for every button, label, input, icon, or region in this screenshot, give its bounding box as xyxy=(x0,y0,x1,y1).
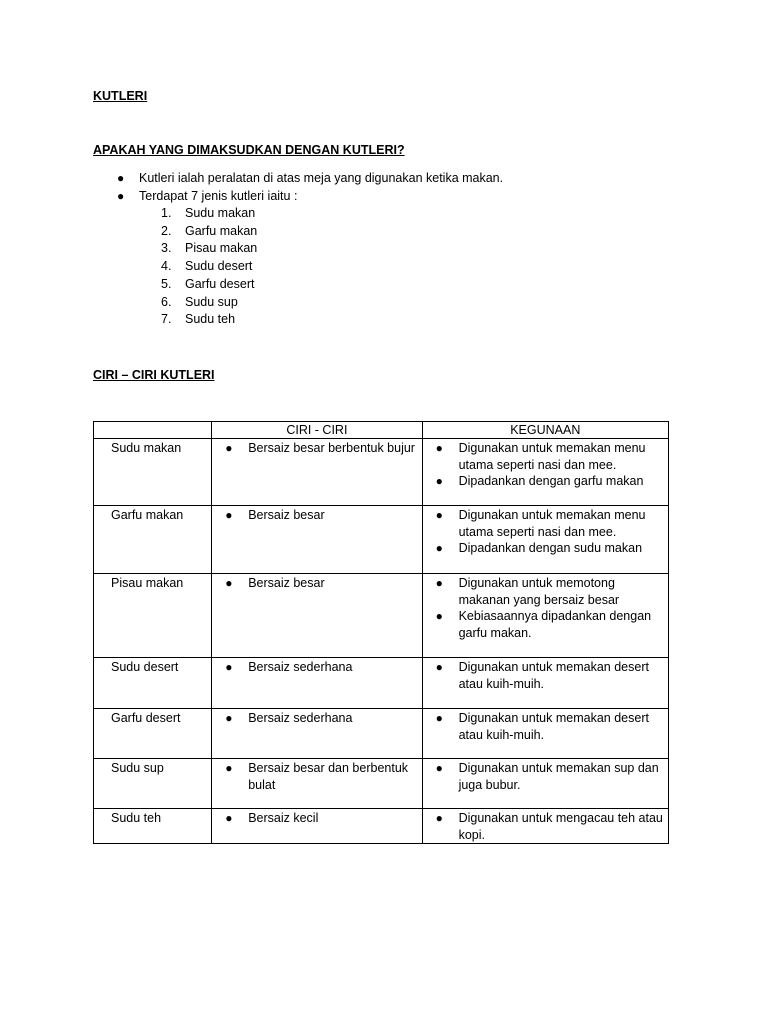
bullet-icon: ● xyxy=(435,441,443,455)
kegunaan-cell xyxy=(422,658,668,709)
cutlery-name-cell: Pisau makan xyxy=(94,574,212,658)
bullet-icon: ● xyxy=(225,711,233,725)
bullet-icon: ● xyxy=(435,576,443,590)
bullet-icon: ● xyxy=(117,171,125,185)
ciri-cell xyxy=(212,759,422,809)
kegunaan-cell xyxy=(422,574,668,658)
kegunaan-cell xyxy=(422,439,668,506)
kegunaan-text: Kebiasaannya dipadankan dengan garfu makan. xyxy=(458,609,652,640)
cutlery-type-label: Garfu desert xyxy=(185,276,255,291)
kegunaan-cell xyxy=(422,809,668,844)
ciri-item xyxy=(212,710,417,727)
bullet-icon: ● xyxy=(435,541,443,555)
table-row xyxy=(94,759,669,809)
bullet-text: Terdapat 7 jenis kutleri iaitu : xyxy=(139,188,298,203)
kegunaan-item xyxy=(423,659,664,692)
kegunaan-text: Dipadankan dengan sudu makan xyxy=(458,541,643,555)
kegunaan-cell xyxy=(422,709,668,759)
ciri-item xyxy=(212,659,417,676)
table-row xyxy=(94,439,669,506)
bullet-icon: ● xyxy=(435,660,443,674)
kegunaan-item xyxy=(423,575,664,608)
kegunaan-item xyxy=(423,810,664,843)
ciri-item xyxy=(212,507,417,524)
ciri-item xyxy=(212,440,417,457)
ciri-cell xyxy=(212,439,422,506)
table-row xyxy=(94,574,669,658)
header-cell-ciri: CIRI - CIRI xyxy=(212,422,422,439)
ciri-cell xyxy=(212,809,422,844)
bullet-icon: ● xyxy=(225,660,233,674)
kegunaan-text: Digunakan untuk memakan menu utama seperti nasi dan mee. xyxy=(458,441,646,472)
table-row xyxy=(94,658,669,709)
cutlery-type-label: Sudu sup xyxy=(185,294,238,309)
ciri-text: Bersaiz besar berbentuk bujur xyxy=(248,441,415,455)
bullet-icon: ● xyxy=(225,441,233,455)
bullet-icon: ● xyxy=(225,761,233,775)
bullet-icon: ● xyxy=(225,508,233,522)
header-cell-kegunaan: KEGUNAAN xyxy=(422,422,668,439)
table-header-row xyxy=(94,422,669,439)
intro-bullet-list xyxy=(93,170,503,329)
cutlery-type-item: 5. Garfu desert xyxy=(161,276,255,291)
cutlery-type-label: Garfu makan xyxy=(185,223,258,238)
bullet-text: Kutleri ialah peralatan di atas meja yang digunakan ketika makan. xyxy=(139,171,504,185)
ciri-text: Bersaiz besar xyxy=(248,508,325,522)
question-heading: APAKAH YANG DIMAKSUDKAN DENGAN KUTLERI? xyxy=(93,143,405,157)
cutlery-type-item: 2. Garfu makan xyxy=(161,223,258,238)
cutlery-name-cell: Garfu makan xyxy=(94,506,212,574)
kegunaan-item xyxy=(423,440,664,473)
kegunaan-text: Digunakan untuk memakan desert atau kuih-muih. xyxy=(458,660,649,691)
bullet-icon: ● xyxy=(435,508,443,522)
cutlery-type-item: 4. Sudu desert xyxy=(161,259,253,274)
kegunaan-text: Digunakan untuk memakan menu utama seperti nasi dan mee. xyxy=(458,508,646,539)
document-title: KUTLERI xyxy=(93,89,148,103)
kegunaan-text: Dipadankan dengan garfu makan xyxy=(458,474,644,488)
kegunaan-item xyxy=(423,507,664,540)
cutlery-type-item: 6. Sudu sup xyxy=(161,294,238,309)
bullet-icon: ● xyxy=(435,474,443,488)
table-row xyxy=(94,506,669,574)
bullet-item xyxy=(93,170,503,188)
kegunaan-item xyxy=(423,473,664,490)
ciri-heading: CIRI – CIRI KUTLERI xyxy=(93,368,215,382)
cutlery-type-label: Sudu teh xyxy=(185,312,236,327)
ciri-item xyxy=(212,760,417,793)
kegunaan-item xyxy=(423,608,664,641)
cutlery-type-item: 1. Sudu makan xyxy=(161,206,256,220)
ciri-text: Bersaiz besar xyxy=(248,576,325,590)
bullet-icon: ● xyxy=(225,811,233,825)
ciri-item xyxy=(212,575,417,592)
bullet-icon: ● xyxy=(435,609,443,623)
bullet-item xyxy=(93,188,503,329)
cutlery-name-cell: Sudu desert xyxy=(94,658,212,709)
cutlery-type-label: Sudu makan xyxy=(185,206,256,220)
ciri-cell xyxy=(212,709,422,759)
cutlery-type-label: Sudu desert xyxy=(185,259,253,274)
ciri-text: Bersaiz kecil xyxy=(248,811,319,825)
bullet-icon: ● xyxy=(435,761,443,775)
cutlery-type-label: Pisau makan xyxy=(185,241,258,256)
cutlery-type-item: 3. Pisau makan xyxy=(161,241,258,256)
kegunaan-item xyxy=(423,710,664,743)
kegunaan-text: Digunakan untuk mengacau teh atau kopi. xyxy=(458,811,663,842)
ciri-cell xyxy=(212,658,422,709)
kegunaan-item xyxy=(423,760,664,793)
cutlery-table xyxy=(93,421,669,844)
kegunaan-text: Digunakan untuk memakan desert atau kuih-muih. xyxy=(458,711,649,742)
ciri-text: Bersaiz sederhana xyxy=(248,660,353,674)
table-row xyxy=(94,809,669,844)
bullet-icon: ● xyxy=(117,188,125,203)
ciri-item xyxy=(212,810,417,827)
cutlery-type-item: 7. Sudu teh xyxy=(161,312,236,327)
header-cell-empty xyxy=(94,422,212,439)
cutlery-types-list xyxy=(139,205,503,329)
cutlery-name-cell: Garfu desert xyxy=(94,709,212,759)
kegunaan-item xyxy=(423,540,664,557)
bullet-icon: ● xyxy=(435,711,443,725)
bullet-icon: ● xyxy=(435,811,443,825)
kegunaan-text: Digunakan untuk memotong makanan yang bersaiz besar xyxy=(458,576,620,607)
ciri-text: Bersaiz besar dan berbentuk bulat xyxy=(248,761,409,792)
ciri-cell xyxy=(212,574,422,658)
kegunaan-cell xyxy=(422,506,668,574)
ciri-text: Bersaiz sederhana xyxy=(248,711,353,725)
cutlery-name-cell: Sudu sup xyxy=(94,759,212,809)
table-row xyxy=(94,709,669,759)
cutlery-name-cell: Sudu teh xyxy=(94,809,212,844)
kegunaan-text: Digunakan untuk memakan sup dan juga bubur. xyxy=(458,761,659,792)
bullet-icon: ● xyxy=(225,576,233,590)
cutlery-name-cell: Sudu makan xyxy=(94,439,212,506)
kegunaan-cell xyxy=(422,759,668,809)
ciri-cell xyxy=(212,506,422,574)
